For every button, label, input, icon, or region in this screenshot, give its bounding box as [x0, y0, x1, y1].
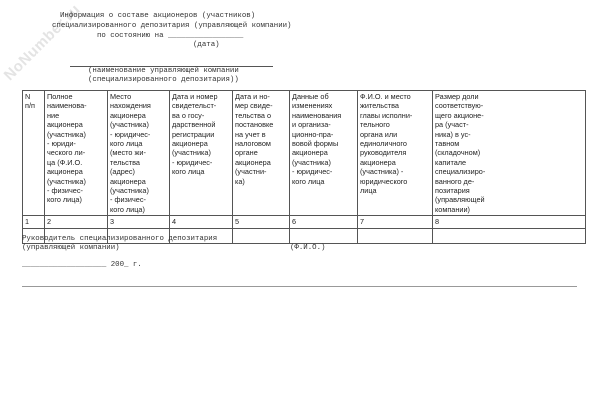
header-cell: Ф.И.О. и место жительства главы исполни- тельного органа или единоличного руководителя акционера (участника) - юридического лица [358, 91, 433, 216]
column-number: 3 [108, 216, 170, 228]
column-number: 7 [358, 216, 433, 228]
column-number: 1 [23, 216, 45, 228]
title-line-1: Информация о составе акционеров (участников) [60, 12, 256, 20]
signature-date: ___________________ 200_ г. [22, 261, 142, 269]
fio-caption: (Ф.И.О.) [290, 244, 326, 252]
column-number: 5 [233, 216, 290, 228]
company-caption-2: (специализированного депозитария)) [88, 76, 239, 84]
title-line-2: специализированного депозитария (управляющей компании) [52, 22, 292, 30]
column-number: 8 [433, 216, 586, 228]
bottom-divider [22, 286, 577, 287]
signer-line-2: (управляющей компании) [22, 244, 120, 252]
header-cell: Размер доли соответствую- щего акционе- ра (участ- ника) в ус- тавном (складочном) капитале специализиро- ванного де- позитария (управляющей компании) [433, 91, 586, 216]
header-cell: Дата и номер свидетельст- ва о госу- дарственной регистрации акционера (участника) - юридичес- кого лица [170, 91, 233, 216]
table-cell [433, 228, 586, 243]
signer-line-1: Руководитель специализированного депозитария [22, 235, 218, 243]
header-cell: Дата и но- мер свиде- тельства о постановке на учет в налоговом органе акционера (участни- ка) [233, 91, 290, 216]
header-cell: Данные об изменениях наименования и организа- ционно-пра- вовой формы акционера (участника) - юридичес- кого лица [290, 91, 358, 216]
watermark: NoNumber.ru [0, 0, 84, 85]
column-number-row [23, 216, 586, 228]
table-cell [290, 228, 358, 243]
title-line-3: по состоянию на _________________ [97, 32, 244, 40]
table-cell [233, 228, 290, 243]
column-number: 6 [290, 216, 358, 228]
table-header-row [23, 91, 586, 216]
column-number: 2 [45, 216, 108, 228]
header-cell: Полное наименова- ние акционера (участника) - юриди- ческого ли- ца (Ф.И.О. акционера (участника) - физичес- кого лица) [45, 91, 108, 216]
date-caption: (дата) [193, 41, 220, 49]
shareholders-table [22, 90, 586, 244]
column-number: 4 [170, 216, 233, 228]
table-cell [358, 228, 433, 243]
header-cell: Место нахождения акционера (участника) - юридичес- кого лица (место жи- тельства (адрес) акционера (участника) - физичес- кого лица) [108, 91, 170, 216]
header-cell: N п/п [23, 91, 45, 216]
company-caption-1: (наименование управляющей компании [88, 67, 239, 75]
